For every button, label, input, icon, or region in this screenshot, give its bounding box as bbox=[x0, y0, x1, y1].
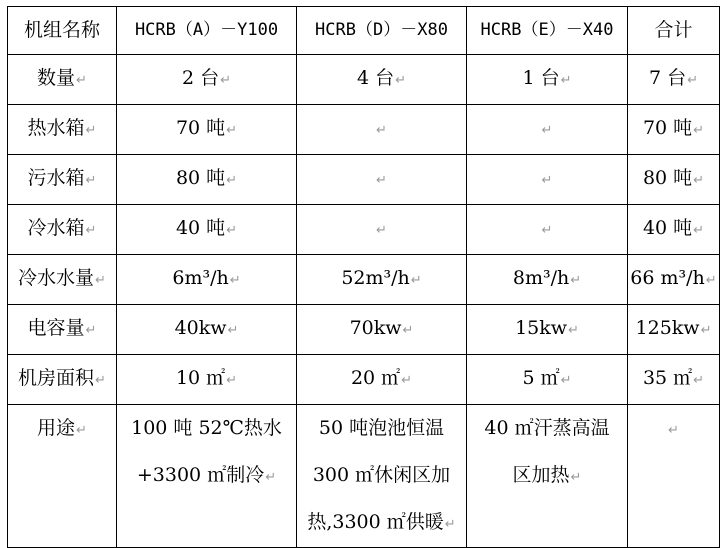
table-cell: 80 吨↵ bbox=[628, 155, 720, 205]
paragraph-mark: ↵ bbox=[560, 373, 572, 388]
paragraph-mark: ↵ bbox=[76, 423, 87, 438]
paragraph-mark: ↵ bbox=[376, 123, 387, 138]
paragraph-mark: ↵ bbox=[541, 223, 553, 238]
usage-text-line: 100 吨 52℃热水 bbox=[131, 417, 282, 439]
paragraph-mark: ↵ bbox=[693, 173, 705, 188]
usage-cell-model-d bbox=[297, 405, 467, 548]
header-cell-unit-name: 机组名称 bbox=[8, 7, 117, 55]
paragraph-mark: ↵ bbox=[668, 423, 679, 438]
paragraph-mark: ↵ bbox=[95, 373, 106, 388]
table-cell: 70 吨↵ bbox=[628, 105, 720, 155]
table-row-power-capacity bbox=[8, 305, 720, 355]
paragraph-mark: ↵ bbox=[226, 123, 238, 138]
header-cell-model-e: HCRB（E）－X40 bbox=[467, 7, 628, 55]
table-cell: 20 ㎡↵ bbox=[297, 355, 467, 405]
empty-table-cell bbox=[467, 105, 628, 155]
paragraph-mark: ↵ bbox=[410, 273, 422, 288]
table-cell: 35 ㎡↵ bbox=[628, 355, 720, 405]
empty-table-cell bbox=[628, 405, 720, 548]
table-cell: 40 吨↵ bbox=[117, 205, 297, 255]
table-header-row bbox=[8, 7, 720, 55]
paragraph-mark: ↵ bbox=[444, 517, 456, 532]
paragraph-mark: ↵ bbox=[568, 323, 579, 338]
usage-cell-model-a bbox=[117, 405, 297, 548]
header-cell-model-d: HCRB（D）－X80 bbox=[297, 7, 467, 55]
table-cell: 80 吨↵ bbox=[117, 155, 297, 205]
table-row-hot-water-tank bbox=[8, 105, 720, 155]
usage-text-line: +3300 ㎡制冷↵ bbox=[136, 464, 277, 486]
paragraph-mark: ↵ bbox=[85, 123, 97, 138]
table-cell: 7 台↵ bbox=[628, 55, 720, 105]
paragraph-mark: ↵ bbox=[693, 223, 705, 238]
empty-table-cell bbox=[297, 105, 467, 155]
usage-text-line: 40 ㎡汗蒸高温 bbox=[484, 417, 610, 439]
paragraph-mark: ↵ bbox=[395, 73, 407, 88]
header-cell-model-a: HCRB（A）－Y100 bbox=[117, 7, 297, 55]
paragraph-mark: ↵ bbox=[560, 73, 572, 88]
row-label-cell: 热水箱↵ bbox=[8, 105, 117, 155]
table-cell: 10 ㎡↵ bbox=[117, 355, 297, 405]
row-label-cell: 机房面积↵ bbox=[8, 355, 117, 405]
table-row-machine-room-area bbox=[8, 355, 720, 405]
row-label-cell: 用途↵ bbox=[8, 405, 117, 548]
row-label-cell: 数量↵ bbox=[8, 55, 117, 105]
paragraph-mark: ↵ bbox=[226, 373, 238, 388]
paragraph-mark: ↵ bbox=[85, 173, 97, 188]
paragraph-mark: ↵ bbox=[570, 470, 582, 485]
table-cell: 1 台↵ bbox=[467, 55, 628, 105]
paragraph-mark: ↵ bbox=[376, 173, 387, 188]
usage-cell-model-e bbox=[467, 405, 628, 548]
paragraph-mark: ↵ bbox=[229, 273, 241, 288]
usage-text-line: 300 ㎡休闲区加 bbox=[312, 464, 451, 486]
table-cell: 6m³/h↵ bbox=[117, 255, 297, 305]
table-cell: 125kw↵ bbox=[628, 305, 720, 355]
usage-text-line: 热,3300 ㎡供暖↵ bbox=[307, 511, 456, 533]
table-row-cold-water-flow bbox=[8, 255, 720, 305]
empty-table-cell bbox=[467, 155, 628, 205]
paragraph-mark: ↵ bbox=[226, 223, 238, 238]
usage-text-line: 50 吨泡池恒温 bbox=[318, 417, 445, 439]
table-row-waste-water-tank bbox=[8, 155, 720, 205]
paragraph-mark: ↵ bbox=[541, 123, 553, 138]
paragraph-mark: ↵ bbox=[705, 273, 717, 288]
paragraph-mark: ↵ bbox=[226, 173, 238, 188]
row-label-cell: 污水箱↵ bbox=[8, 155, 117, 205]
empty-table-cell bbox=[297, 205, 467, 255]
row-label-cell: 冷水箱↵ bbox=[8, 205, 117, 255]
table-row-usage bbox=[8, 405, 720, 548]
paragraph-mark: ↵ bbox=[687, 73, 699, 88]
paragraph-mark: ↵ bbox=[85, 223, 97, 238]
table-cell: 4 台↵ bbox=[297, 55, 467, 105]
equipment-spec-table bbox=[7, 6, 720, 548]
header-cell-total: 合计 bbox=[628, 7, 720, 55]
paragraph-mark: ↵ bbox=[265, 470, 277, 485]
table-cell: 2 台↵ bbox=[117, 55, 297, 105]
paragraph-mark: ↵ bbox=[220, 73, 232, 88]
paragraph-mark: ↵ bbox=[227, 323, 239, 338]
table-cell: 40kw↵ bbox=[117, 305, 297, 355]
paragraph-mark: ↵ bbox=[693, 123, 705, 138]
paragraph-mark: ↵ bbox=[693, 373, 705, 388]
paragraph-mark: ↵ bbox=[402, 323, 414, 338]
table-row-cold-water-tank bbox=[8, 205, 720, 255]
table-cell: 70 吨↵ bbox=[117, 105, 297, 155]
table-cell: 40 吨↵ bbox=[628, 205, 720, 255]
paragraph-mark: ↵ bbox=[401, 373, 413, 388]
table-cell: 70kw↵ bbox=[297, 305, 467, 355]
paragraph-mark: ↵ bbox=[376, 223, 387, 238]
paragraph-mark: ↵ bbox=[76, 73, 87, 88]
paragraph-mark: ↵ bbox=[95, 273, 106, 288]
paragraph-mark: ↵ bbox=[700, 323, 712, 338]
table-cell: 5 ㎡↵ bbox=[467, 355, 628, 405]
paragraph-mark: ↵ bbox=[541, 173, 553, 188]
empty-table-cell bbox=[297, 155, 467, 205]
paragraph-mark: ↵ bbox=[85, 323, 97, 338]
paragraph-mark: ↵ bbox=[570, 273, 582, 288]
table-cell: 52m³/h↵ bbox=[297, 255, 467, 305]
row-label-cell: 电容量↵ bbox=[8, 305, 117, 355]
table-row-quantity bbox=[8, 55, 720, 105]
table-cell: 15kw↵ bbox=[467, 305, 628, 355]
table-cell: 66 m³/h↵ bbox=[628, 255, 720, 305]
usage-text-line: 区加热↵ bbox=[512, 464, 582, 486]
row-label-cell: 冷水水量↵ bbox=[8, 255, 117, 305]
empty-table-cell bbox=[467, 205, 628, 255]
table-cell: 8m³/h↵ bbox=[467, 255, 628, 305]
